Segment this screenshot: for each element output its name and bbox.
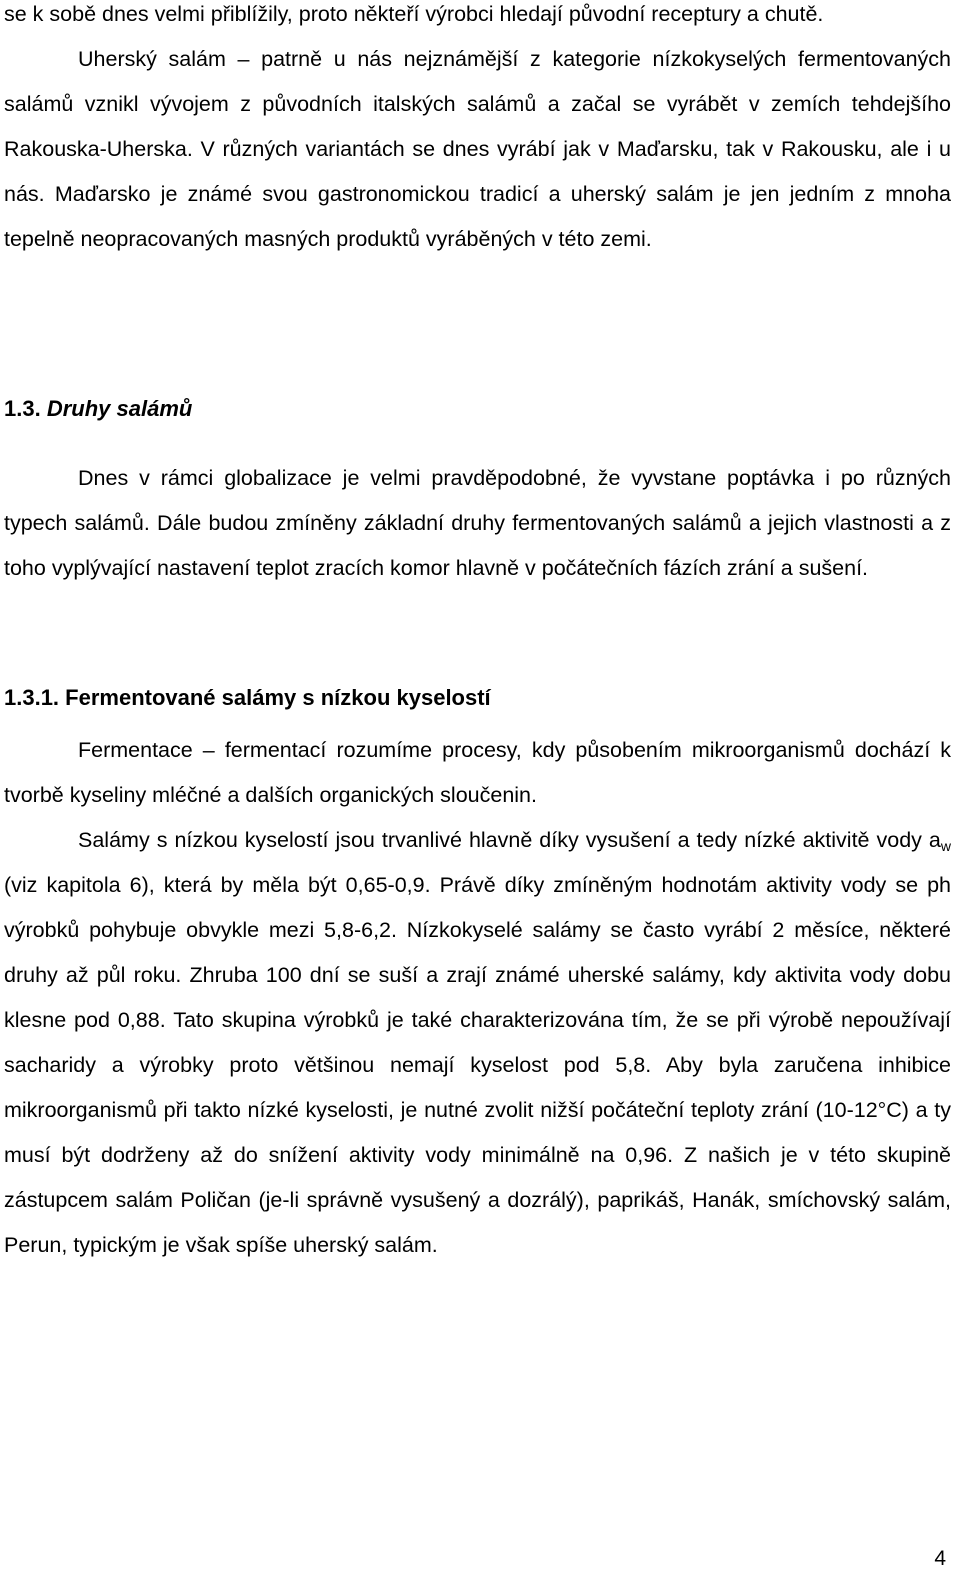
section-heading-1-3	[4, 394, 192, 424]
page-number: 4	[934, 1547, 946, 1570]
paragraph-text-end: (viz kapitola 6), která by měla být 0,65-0,9. Právě díky zmíněným hodnotám aktivity vody se ph výrobků pohybuje obvykle mezi 5,8-6,2. Nízkokyselé salámy se často vyrábí 2 měsíce, některé druhy až půl roku. Zhruba 100 dní se suší a zrají známé uherské salámy, kdy aktivita vody dobu klesne pod 0,88. Tato skupina výrobků je také charakterizována tím, že se při výrobě nepoužívají sacharidy a výrobky proto většinou nemají kyselost pod 5,8. Aby byla zaručena inhibice mikroorganismů při takto nízké kyselosti, je nutné zvolit nižší počáteční teploty zrání (10-12°C) a ty musí být dodrženy až do snížení aktivity vody minimálně na 0,96. Z našich je v této skupině zástupcem salám Poličan (je-li správně vysušený a dozrálý), paprikáš, Hanák, smíchovský salám, Perun, typickým je však spíše uherský salám.	[4, 873, 951, 1257]
paragraph-text-start: Salámy s nízkou kyselostí jsou trvanlivé hlavně díky vysušení a tedy nízké aktivitě vody a	[78, 828, 941, 852]
section-number: 1.3.	[4, 396, 41, 421]
intro-section	[4, 0, 951, 262]
water-activity-subscript: w	[940, 838, 951, 854]
section-1-3-body	[4, 456, 951, 591]
fermentation-paragraph: Fermentace – fermentací rozumíme procesy, kdy působením mikroorganismů dochází k tvorbě kyseliny mléčné a dalších organických sloučenin.	[4, 738, 951, 807]
low-acidity-paragraph	[4, 818, 951, 1268]
section-title: Druhy salámů	[46, 396, 193, 421]
section-1-3-paragraph: Dnes v rámci globalizace je velmi pravděpodobné, že vyvstane poptávka i po různých typech salámů. Dále budou zmíněny základní druhy fermentovaných salámů a jejich vlastnosti a z toho vyplývající nastavení teplot zracích komor hlavně v počátečních fázích zrání a sušení.	[4, 466, 951, 580]
section-heading-1-3-1: 1.3.1. Fermentované salámy s nízkou kyselostí	[4, 685, 491, 710]
section-1-3-1-body	[4, 728, 951, 1268]
intro-continuation: se k sobě dnes velmi přiblížily, proto někteří výrobci hledají původní receptury a chutě.	[4, 2, 824, 26]
intro-paragraph: Uherský salám – patrně u nás nejznámější z kategorie nízkokyselých fermentovaných salámů vznikl vývojem z původních italských salámů a začal se vyrábět v zemích tehdejšího Rakouska-Uherska. V různých variantách se dnes vyrábí jak v Maďarsku, tak v Rakousku, ale i u nás. Maďarsko je známé svou gastronomickou tradicí a uherský salám je jen jedním z mnoha tepelně neopracovaných masných produktů vyráběných v této zemi.	[4, 47, 951, 251]
